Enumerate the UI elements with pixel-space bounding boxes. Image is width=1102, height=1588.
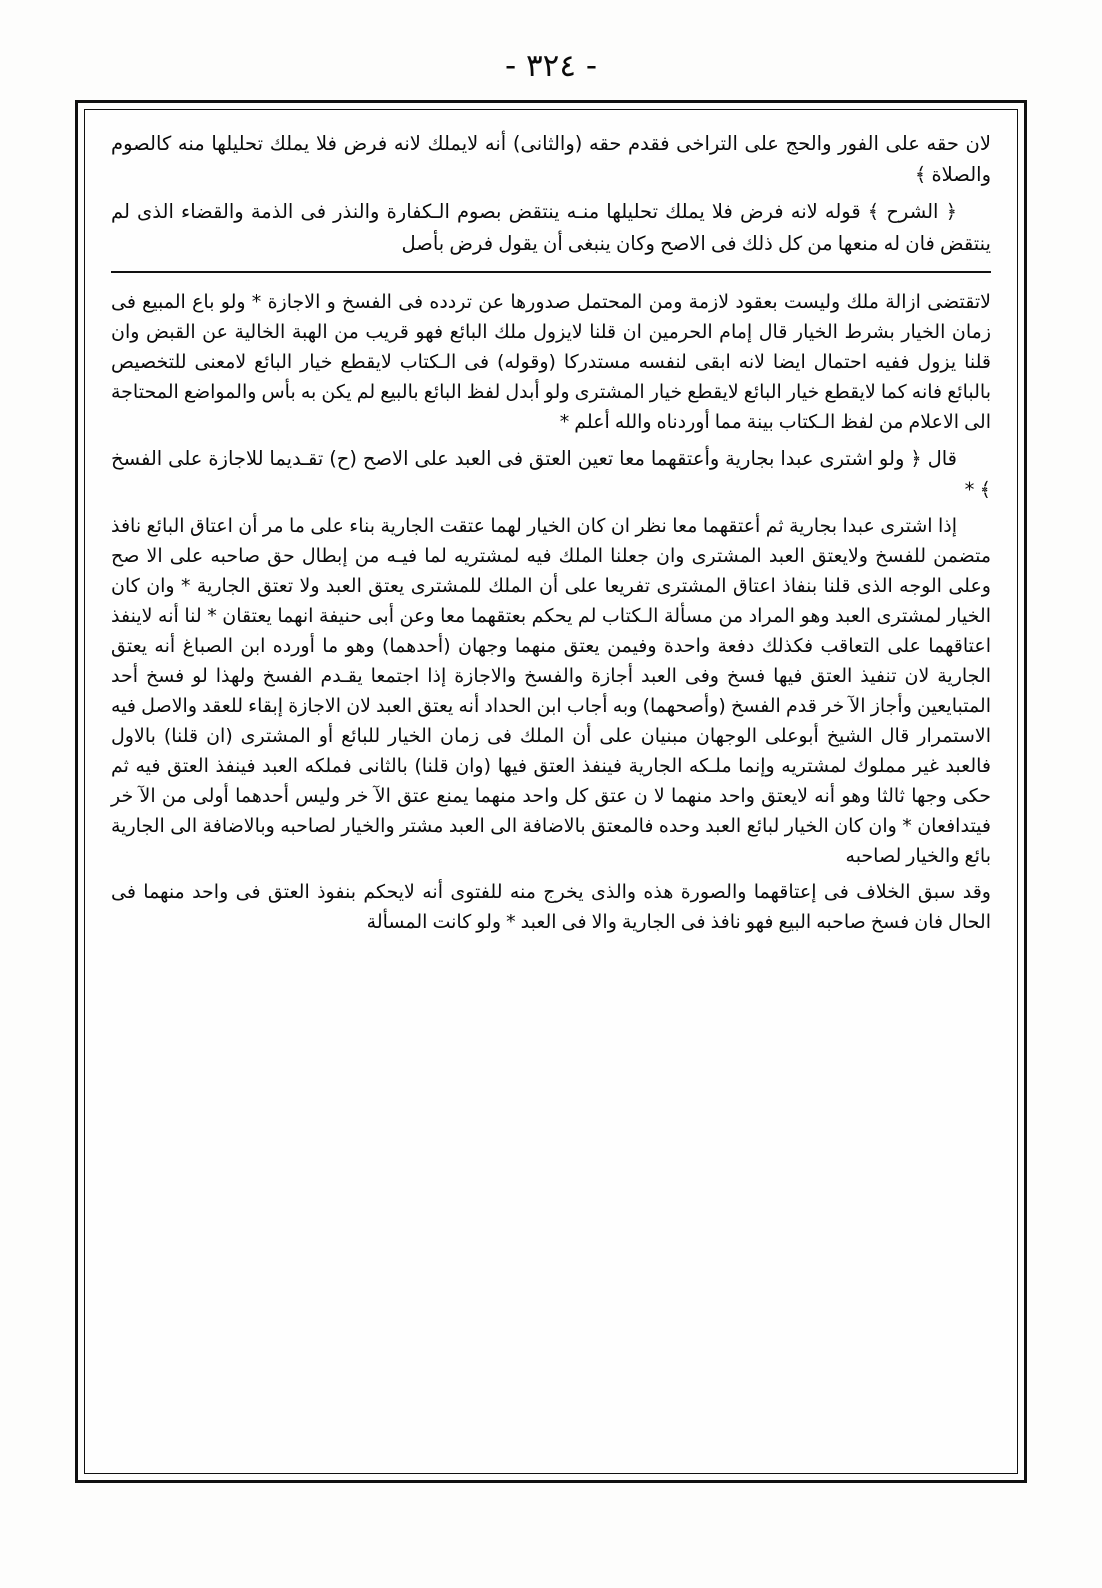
commentary-paragraph-1: ﴿ الشرح ﴾ قوله لانه فرض فلا يملك تحليلها منـه ينتقض بصوم الـكفارة والنذر فى الذمة والقضاء الذى لم ينتقض فان له منعها من كل ذلك فى الاصح وكان ينبغى أن يقول فرض بأصل — [111, 200, 991, 255]
page-border-outer — [75, 100, 1027, 1483]
commentary-paragraph-2: لاتقتضى ازالة ملك وليست بعقود لازمة ومن المحتمل صدورها عن تردده فى الفسخ و الاجازة * ولو باع المبيع فى زمان الخيار بشرط الخيار قال إمام الحرمين ان قلنا لايزول ملك البائع فهو قريب من الهبة الخالية عن القبض وان قلنا يزول ففيه احتمال ايضا لانه ابقى لنفسه مستدركا (وقوله) فى الـكتاب لايقطع خيار البائع لامعنى للتخصيص بالبائع فانه كما لايقطع خيار البائع لايقطع خيار المشترى ولو أبدل لفظ البائع بالبيع لم يكن به بأس والمواضع المحتاجة الى الاعلام من لفظ الـكتاب بينة مما أوردناه والله أعلم * — [111, 290, 991, 433]
commentary-paragraph-3: إذا اشترى عبدا بجارية ثم أعتقهما معا نظر ان كان الخيار لهما عتقت الجارية بناء على ما مر أن اعتاق البائع نافذ متضمن للفسخ ولايعتق العبد المشترى وان جعلنا الملك فيه لمشتريه لما فيـه من إبطال حق صاحبه على الا صح وعلى الوجه الذى قلنا بنفاذ اعتاق المشترى تفريعا على أن الملك للمشترى يعتق العبد ولا تعتق الجارية * وان كان الخيار لمشترى العبد وهو المراد من مسألة الـكتاب لم يحكم بعتقهما معا وعن أبى حنيفة انهما يعتقان * لنا أنه لاينفذ اعتاقهما على التعاقب فكذلك دفعة واحدة وفيمن يعتق منهما وجهان (أحدهما) وهو ما أورده ابن الصباغ أنه يعتق الجارية لان تنفيذ العتق فيها فسخ وفى العبد أجازة والفسخ والاجازة إذا اجتمعا يقـدم الفسخ ولهذا لو فسخ أحد المتبايعين وأجاز الآ خر قدم الفسخ (وأصحهما) وبه أجاب ابن الحداد أنه يعتق العبد لان الاجازة إبقاء للعقد والاصل فيه الاستمرار قال الشيخ أبوعلى الوجهان مبنيان على أن الملك فى زمان الخيار للبائع أو المشترى (ان قلنا) بالاول فالعبد غير مملوك لمشتريه وإنما ملـكه الجارية فينفذ العتق فيها (وان قلنا) بالثانى فملكه العبد فينفذ العتق فيه ثم حكى وجها ثالثا وهو أنه لايعتق واحد منهما لا ن عتق كل واحد منهما يمنع عتق الآ خر وليس أحدهما أولى من الآ خر فيتدافعان * وان كان الخيار لبائع العبد وحده فالمعتق بالاضافة الى العبد مشتر والخيار لصاحبه وبالاضافة الى الجارية بائع والخيار لصاحبه — [111, 515, 991, 868]
matn-paragraph-top: لان حقه على الفور والحج على التراخى فقدم حقه (والثانى) أنه لايملك لانه فرض فلا يملك تحليلها منه كالصوم والصلاة ﴾ — [111, 132, 991, 187]
page-number: - ٣٢٤ - — [504, 48, 598, 84]
page-border-inner — [84, 109, 1018, 1474]
commentary-paragraph-4: وقد سبق الخلاف فى إعتاقهما والصورة هذه والذى يخرج منه للفتوى أنه لايحكم بنفوذ العتق فى واحد منهما فى الحال فان فسخ صاحبه البيع فهو نافذ فى الجارية والا فى العبد * ولو كانت المسألة — [111, 881, 991, 934]
section-divider — [111, 271, 991, 273]
matn-quote-paragraph: قال ﴿ ولو اشترى عبدا بجارية وأعتقهما معا تعين العتق فى العبد على الاصح (ح) تقـديما للاجازة على الفسخ ﴾ * — [111, 446, 991, 502]
page-content — [85, 110, 1017, 1473]
